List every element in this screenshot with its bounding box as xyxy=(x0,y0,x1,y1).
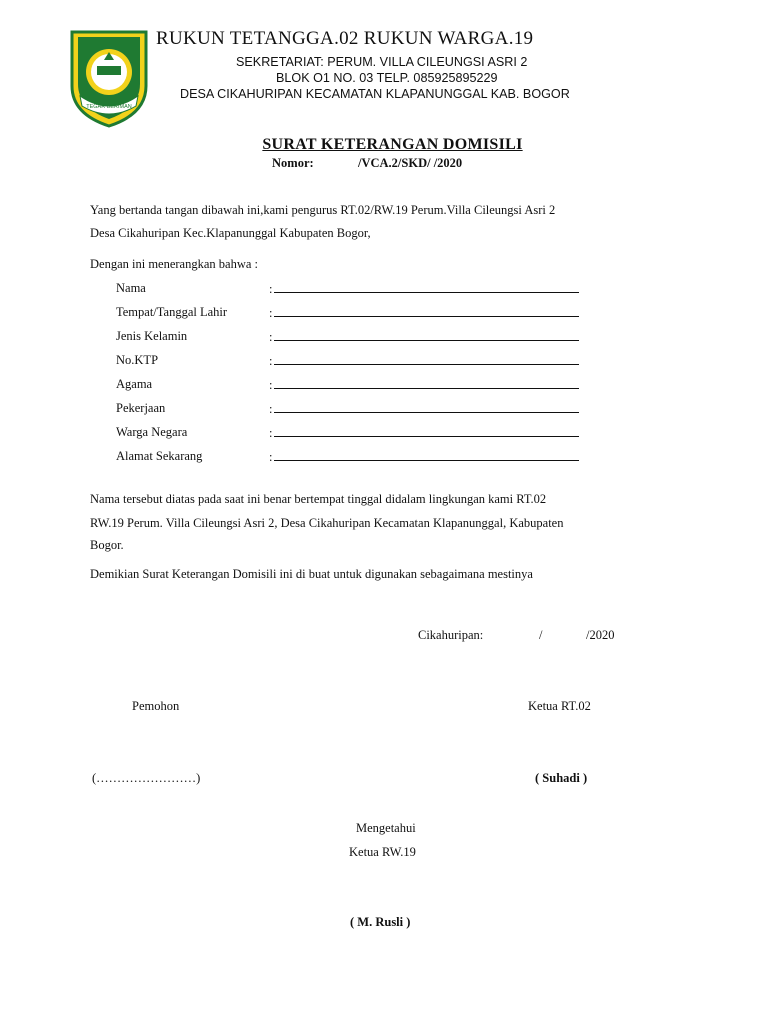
field-label-no-ktp: No.KTP xyxy=(116,353,159,367)
field-label-warga-negara: Warga Negara xyxy=(116,425,188,439)
field-blank-pekerjaan: : xyxy=(269,401,579,417)
field-blank-alamat-sekarang: : xyxy=(269,449,579,465)
letterhead-title: RUKUN TETANGGA.02 RUKUN WARGA.19 xyxy=(156,28,534,49)
field-label-pekerjaan: Pekerjaan xyxy=(116,401,166,415)
letterhead-region: DESA CIKAHURIPAN KECAMATAN KLAPANUNGGAL KAB. BOGOR xyxy=(180,87,570,101)
rw-head-label: Ketua RW.19 xyxy=(349,845,416,859)
field-label-agama: Agama xyxy=(116,377,153,391)
field-blank-warga-negara: : xyxy=(269,425,579,441)
intro-line-1: Yang bertanda tangan dibawah ini,kami pengurus RT.02/RW.19 Perum.Villa Cileungsi Asri 2 xyxy=(90,203,556,217)
field-label-alamat-sekarang: Alamat Sekarang xyxy=(116,449,203,463)
acknowledge-label: Mengetahui xyxy=(356,821,416,835)
field-blank-no-ktp: : xyxy=(269,353,579,369)
paragraph-1-line-3: Bogor. xyxy=(90,538,124,552)
field-label-nama: Nama xyxy=(116,281,146,295)
paragraph-1-line-1: Nama tersebut diatas pada saat ini benar bertempat tinggal didalam lingkungan kami RT.02 xyxy=(90,492,547,506)
field-blank-agama: : xyxy=(269,377,579,393)
field-label-jenis-kelamin: Jenis Kelamin xyxy=(116,329,188,343)
paragraph-1-line-2: RW.19 Perum. Villa Cileungsi Asri 2, Desa Cikahuripan Kecamatan Klapanunggal, Kabupaten xyxy=(90,516,564,530)
statement: Dengan ini menerangkan bahwa : xyxy=(90,257,258,271)
nomor-value: /VCA.2/SKD/ /2020 xyxy=(358,156,463,170)
field-label-tempat-tanggal-lahir: Tempat/Tanggal Lahir xyxy=(116,305,228,319)
field-blank-jenis-kelamin: : xyxy=(269,329,579,345)
place-label: Cikahuripan: xyxy=(418,628,484,642)
rt-head-name: ( Suhadi ) xyxy=(535,771,588,785)
regency-logo xyxy=(66,26,152,130)
field-blank-nama: : xyxy=(269,281,579,297)
letterhead-address: BLOK O1 NO. 03 TELP. 085925895229 xyxy=(276,71,498,85)
nomor-label: Nomor: xyxy=(272,156,314,170)
rw-head-name: ( M. Rusli ) xyxy=(350,915,411,929)
svg-text:TEGAR BERIMAN: TEGAR BERIMAN xyxy=(86,104,132,110)
field-blank-tempat-tanggal-lahir: : xyxy=(269,305,579,321)
document-title: SURAT KETERANGAN DOMISILI xyxy=(262,136,523,153)
letterhead-secretariat: SEKRETARIAT: PERUM. VILLA CILEUNGSI ASRI 2 xyxy=(236,55,528,69)
date-year: /2020 xyxy=(586,628,615,642)
applicant-label: Pemohon xyxy=(132,699,180,713)
date-separator: / xyxy=(539,628,543,642)
intro-line-2: Desa Cikahuripan Kec.Klapanunggal Kabupaten Bogor, xyxy=(90,226,371,240)
rt-head-label: Ketua RT.02 xyxy=(528,699,591,713)
applicant-signature-blank: (……………………) xyxy=(92,771,201,785)
paragraph-2: Demikian Surat Keterangan Domisili ini di buat untuk digunakan sebagaimana mestinya xyxy=(90,567,533,581)
